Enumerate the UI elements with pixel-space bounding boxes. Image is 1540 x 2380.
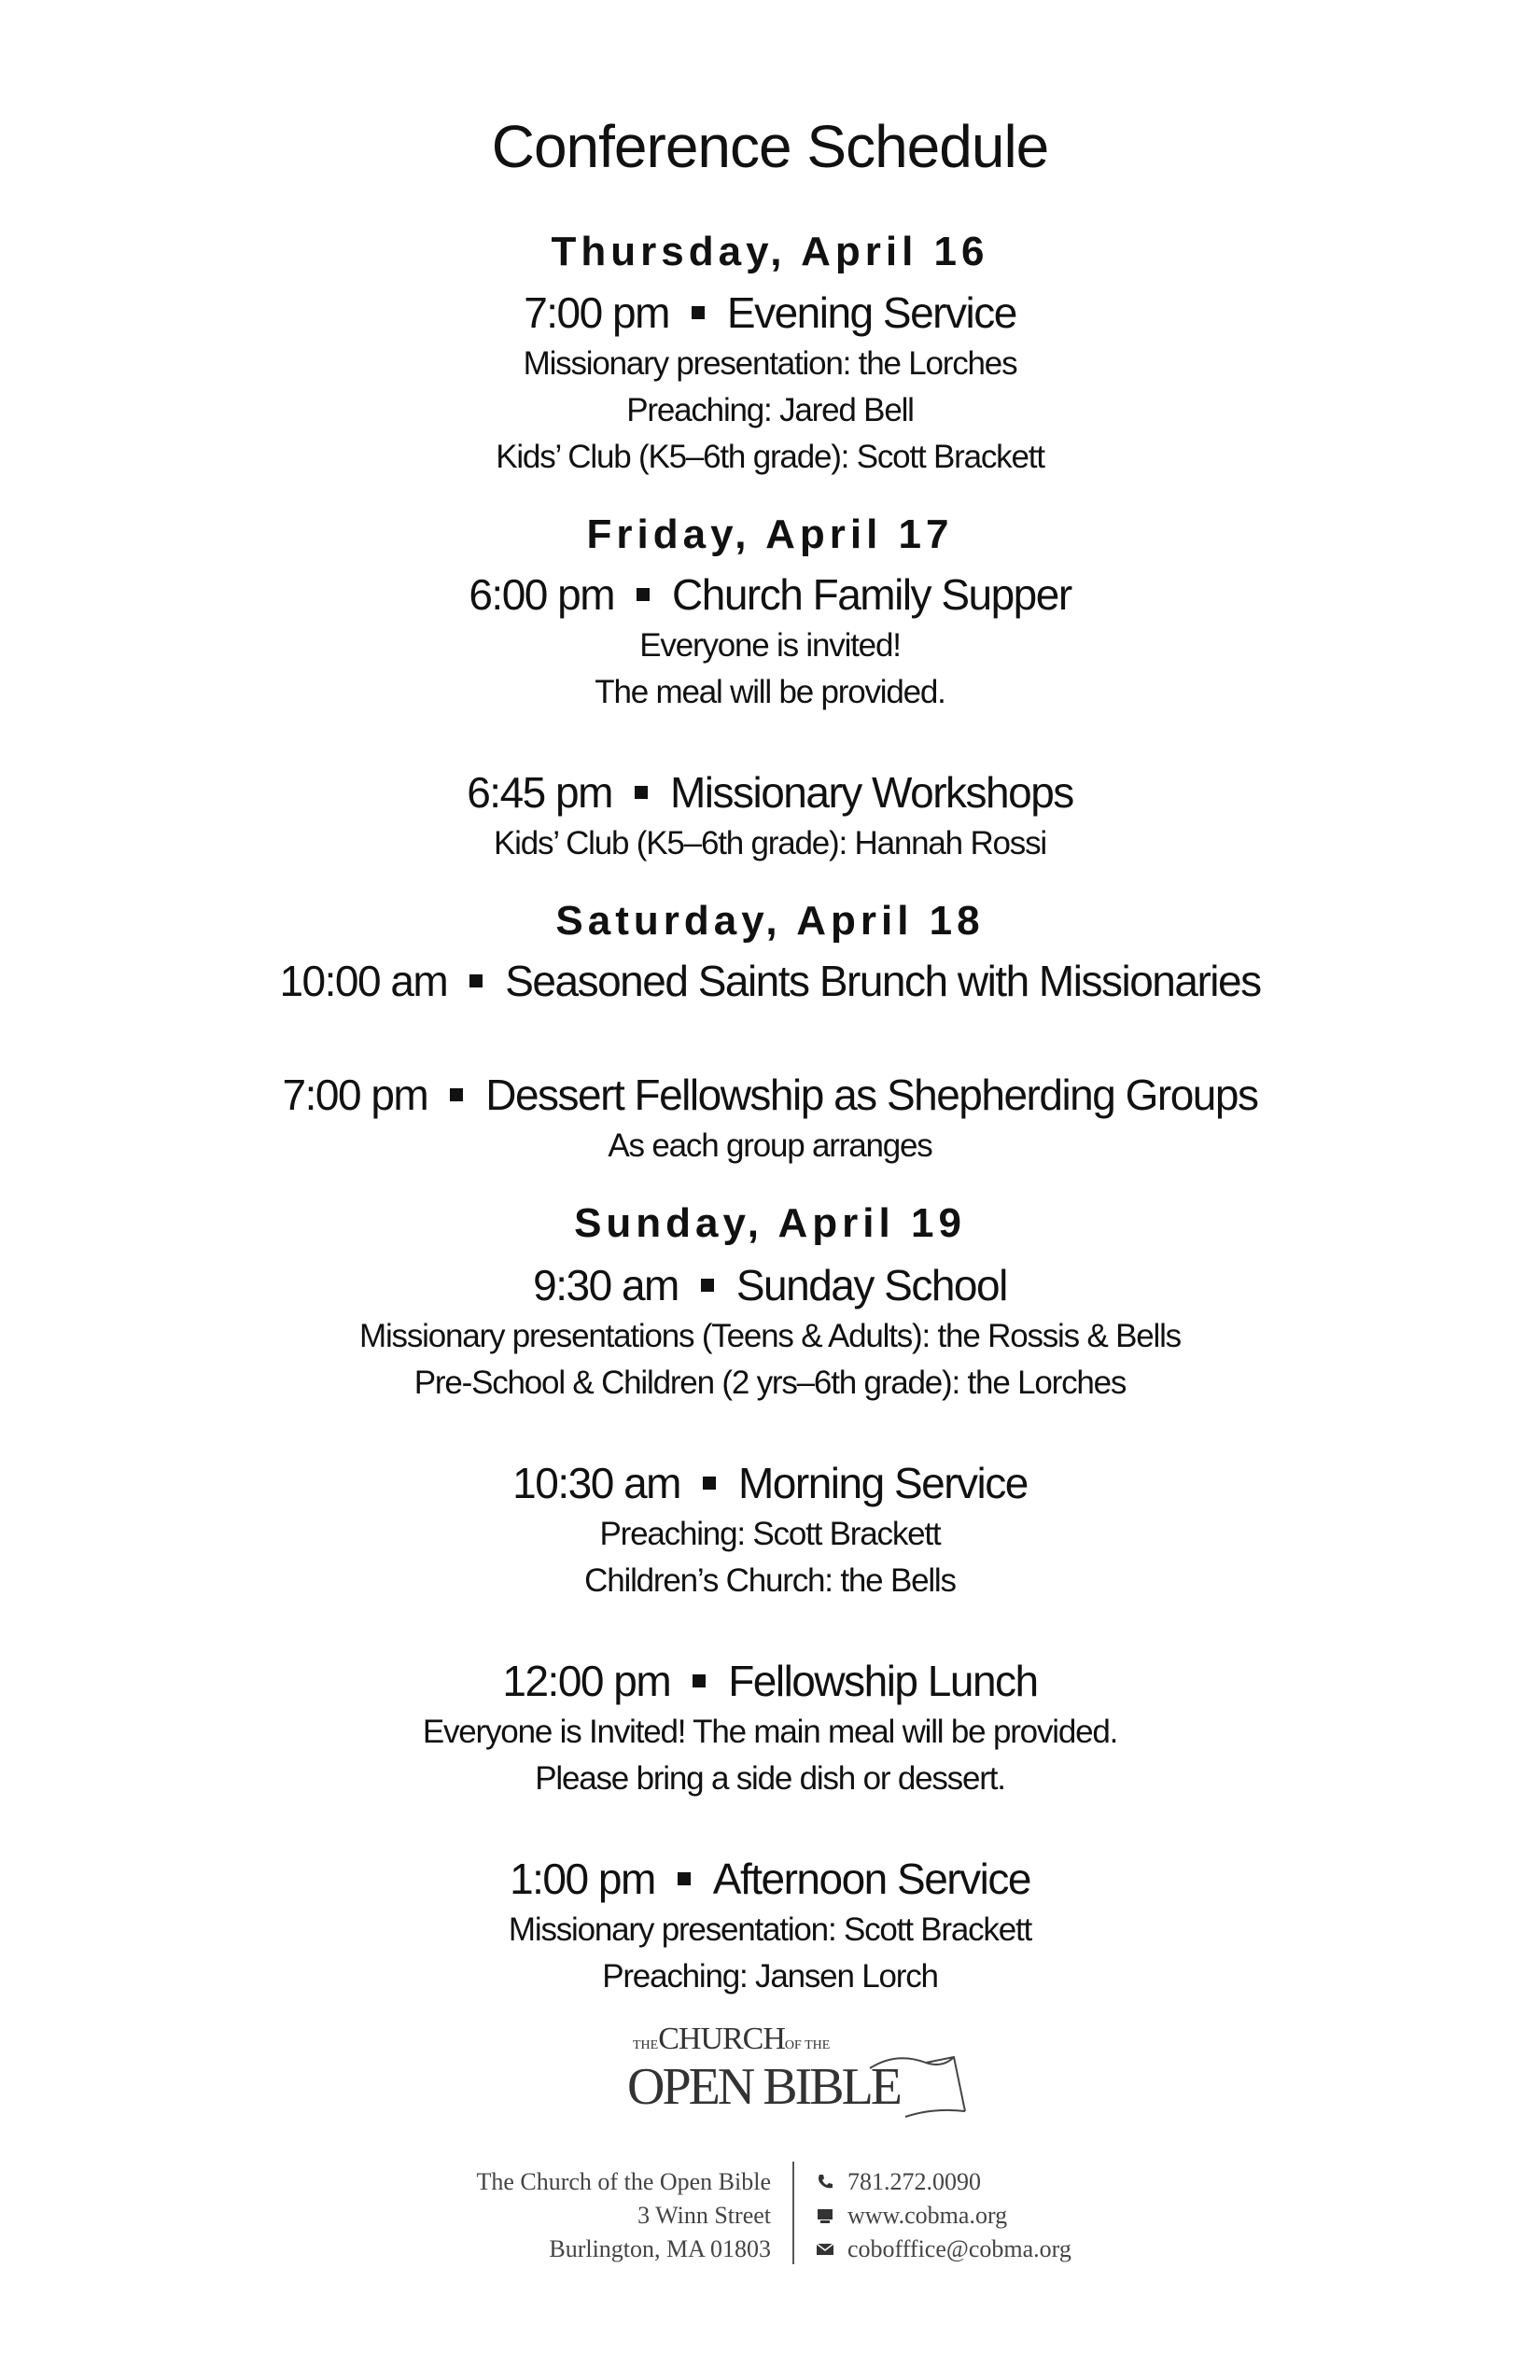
phone-number: 781.272.0090 (847, 2168, 981, 2195)
bullet-icon (637, 588, 650, 601)
event-time: 12:00 pm (502, 1657, 671, 1705)
event-detail: Preaching: Jared Bell (626, 392, 914, 428)
phone-row (816, 2165, 1071, 2199)
event-detail: Please bring a side dish or dessert. (535, 1760, 1005, 1797)
event-detail: The meal will be provided. (595, 674, 945, 710)
email-link[interactable]: cobofffice@cobma.org (847, 2235, 1071, 2262)
day-label: Friday, April 17 (586, 511, 954, 557)
event-church-family-supper (0, 569, 1540, 620)
event-name: Afternoon Service (712, 1855, 1030, 1903)
event-detail: Everyone is invited! (639, 627, 901, 664)
day-label: Saturday, April 18 (555, 898, 985, 944)
day-label: Sunday, April 19 (574, 1200, 966, 1246)
event-name: Evening Service (726, 288, 1016, 337)
event-detail: Missionary presentation: Scott Brackett (508, 1911, 1032, 1948)
email-row (816, 2233, 1071, 2266)
address-line: 3 Winn Street (637, 2202, 771, 2229)
bullet-icon (635, 786, 648, 799)
open-book-icon (868, 2031, 971, 2124)
phone-icon (816, 2173, 834, 2191)
event-time: 10:30 am (512, 1459, 680, 1507)
logo-line-church: THECHURCHOF THE (633, 2022, 831, 2056)
church-logo (627, 2022, 963, 2134)
event-name: Dessert Fellowship as Shepherding Groups (485, 1071, 1258, 1119)
event-time: 7:00 pm (524, 288, 669, 337)
event-detail: As each group arranges (608, 1127, 932, 1164)
event-detail: Missionary presentations (Teens & Adults): the Rossis & Bells (359, 1318, 1181, 1354)
bullet-icon (703, 1477, 716, 1490)
event-fellowship-lunch (0, 1656, 1540, 1706)
website-row (816, 2199, 1071, 2233)
event-detail: Kids’ Club (K5–6th grade): Scott Brackett (496, 439, 1044, 475)
event-name: Church Family Supper (672, 570, 1071, 619)
event-dessert-fellowship (0, 1070, 1540, 1120)
event-seasoned-saints-brunch (0, 956, 1540, 1006)
event-time: 9:30 am (533, 1261, 679, 1309)
logo-line-open-bible: OPEN BIBLE (627, 2058, 900, 2116)
bullet-icon (450, 1088, 463, 1101)
event-time: 6:00 pm (469, 570, 615, 619)
event-name: Seasoned Saints Brunch with Missionaries (505, 957, 1261, 1005)
bullet-icon (692, 306, 705, 319)
page-title: Conference Schedule (491, 113, 1049, 180)
footer-divider (792, 2162, 794, 2264)
day-heading-thursday (0, 229, 1540, 275)
event-name: Missionary Workshops (669, 768, 1073, 817)
website-link[interactable]: www.cobma.org (847, 2202, 1008, 2229)
bullet-icon (701, 1279, 714, 1292)
day-heading-saturday (0, 898, 1540, 945)
event-time: 6:45 pm (467, 768, 612, 817)
event-detail: Missionary presentation: the Lorches (523, 345, 1017, 382)
event-sunday-school (0, 1260, 1540, 1310)
event-name: Morning Service (737, 1459, 1028, 1507)
event-missionary-workshops (0, 767, 1540, 818)
event-detail: Preaching: Scott Brackett (599, 1516, 941, 1552)
event-morning-service (0, 1458, 1540, 1508)
day-label: Thursday, April 16 (551, 229, 989, 274)
bullet-icon (693, 1674, 706, 1687)
event-time: 7:00 pm (282, 1071, 428, 1119)
event-time: 10:00 am (279, 957, 448, 1005)
event-detail: Kids’ Club (K5–6th grade): Hannah Rossi (494, 825, 1046, 861)
day-heading-sunday (0, 1200, 1540, 1247)
church-contact (816, 2165, 1071, 2266)
event-afternoon-service (0, 1854, 1540, 1904)
event-detail: Children’s Church: the Bells (584, 1562, 956, 1599)
event-name: Fellowship Lunch (728, 1657, 1038, 1705)
event-name: Sunday School (735, 1261, 1007, 1309)
bullet-icon (469, 974, 483, 987)
event-evening-service (0, 287, 1540, 338)
address-line: Burlington, MA 01803 (549, 2235, 771, 2262)
day-heading-friday (0, 511, 1540, 558)
event-detail: Preaching: Jansen Lorch (602, 1958, 938, 1995)
envelope-icon (816, 2240, 834, 2259)
event-time: 1:00 pm (510, 1855, 655, 1903)
address-line: The Church of the Open Bible (476, 2168, 771, 2195)
event-detail: Pre-School & Children (2 yrs–6th grade): the Lorches (413, 1365, 1127, 1401)
bullet-icon (678, 1872, 691, 1885)
event-detail: Everyone is Invited! The main meal will be provided. (422, 1714, 1118, 1750)
church-address (476, 2165, 771, 2266)
computer-icon (816, 2206, 834, 2225)
